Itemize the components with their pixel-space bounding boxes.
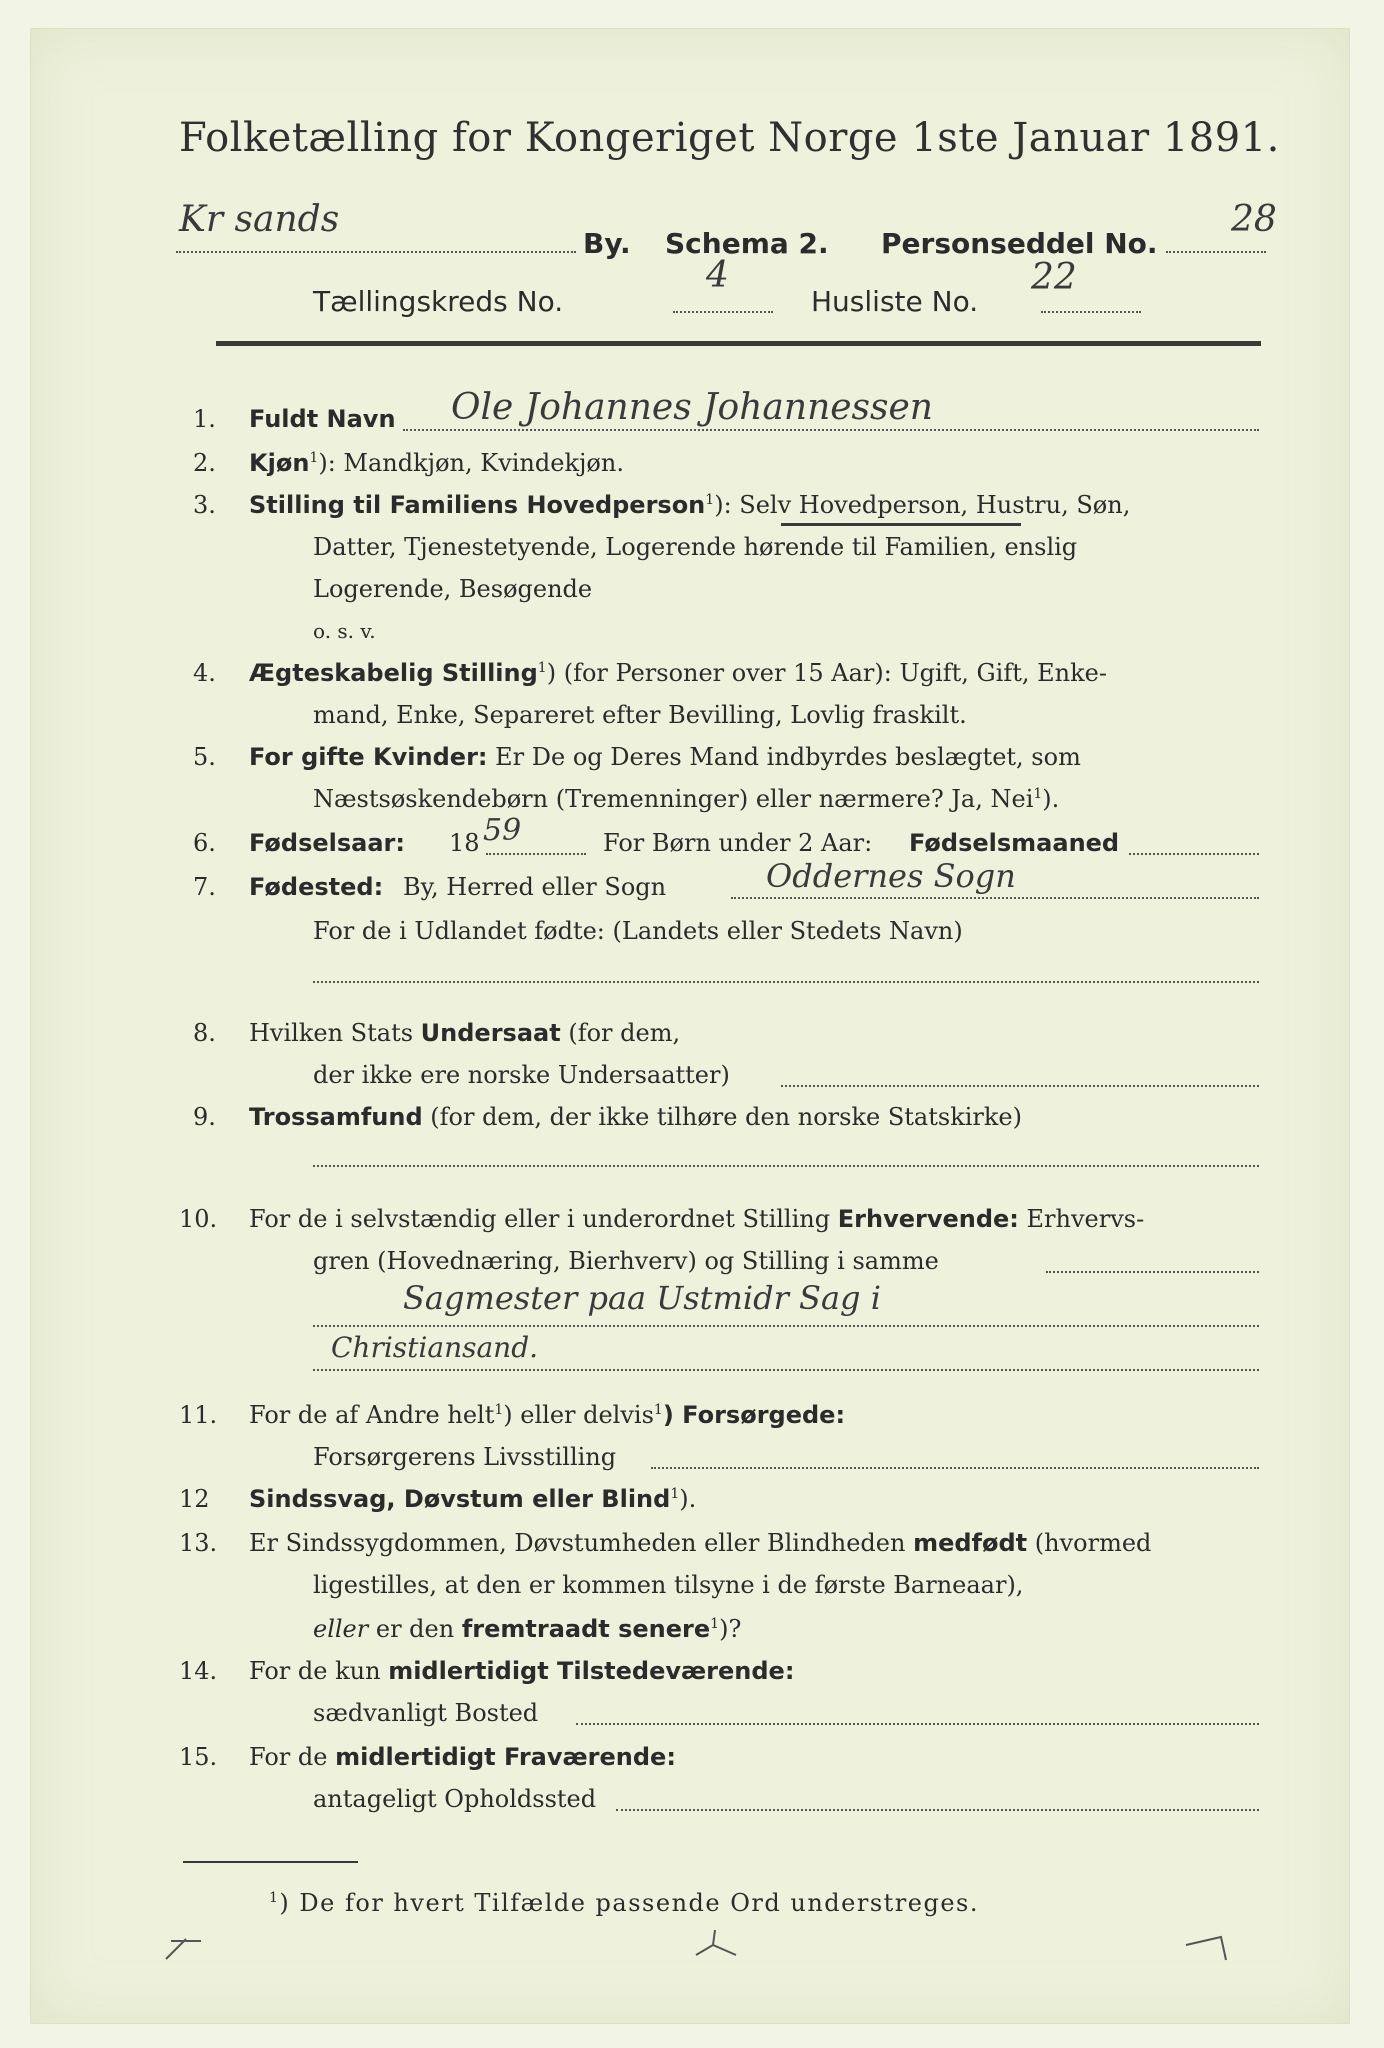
item-number: 9. [193, 1103, 216, 1131]
personseddel-value: 28 [1231, 199, 1277, 240]
birth-year-line [486, 853, 586, 855]
birth-month-line [1129, 853, 1259, 855]
family-position-line3: Logerende, Besøgende [313, 575, 593, 603]
supported-row: For de af Andre helt$^1$) eller delvis$^1$) Forsørgede: [249, 1401, 846, 1429]
personseddel-label: Personseddel No. [881, 227, 1158, 260]
birthplace-text: By, Herred eller Sogn [403, 873, 667, 901]
husliste-value: 22 [1031, 257, 1077, 298]
footnote-rule [183, 1861, 358, 1863]
form-title: Folketælling for Kongeriget Norge 1ste Januar 1891. [179, 115, 1280, 161]
underline-mark [781, 523, 1021, 526]
item-number: 8. [193, 1019, 216, 1047]
footnote: $^1$) De for hvert Tilfælde passende Ord understreges. [269, 1889, 979, 1917]
birth-month-label: Fødselsmaaned [909, 829, 1120, 857]
occupation-value1: Sagmester paa Ustmidr Sag i [403, 1279, 881, 1317]
item-number: 15. [179, 1743, 218, 1771]
occupation-line4 [313, 1369, 1259, 1371]
corner-mark-icon [1181, 1925, 1231, 1965]
marital-status-row: Ægteskabelig Stilling$^1$) (for Personer over 15 Aar): Ugift, Gift, Enke- [249, 659, 1107, 687]
temporary-absent-line2: antageligt Opholdssted [313, 1785, 597, 1813]
birth-year-prefix: 18 [449, 829, 480, 857]
birthplace-foreign: For de i Udlandet fødte: (Landets eller Stedets Navn) [313, 917, 963, 945]
birth-year-value: 59 [483, 813, 522, 848]
corner-mark-icon [161, 1929, 211, 1969]
birth-month-text: For Børn under 2 Aar: [603, 829, 873, 857]
kreds-label: Tællingskreds No. [313, 285, 564, 318]
supported-line [651, 1467, 1259, 1469]
birthplace-line [731, 897, 1259, 899]
temporary-present-row: For de kun midlertidigt Tilstedeværende: [249, 1657, 795, 1685]
sex-row: Kjøn$^1$): Mandkjøn, Kvindekjøn. [249, 449, 624, 477]
item-number: 12 [179, 1485, 210, 1513]
congenital-line3: eller er den fremtraadt senere$^1$)? [313, 1615, 742, 1643]
disability-row: Sindssvag, Døvstum eller Blind$^1$). [249, 1485, 697, 1513]
city-dotted-line [176, 251, 576, 253]
married-women-line2: Næstsøskendebørn (Tremenninger) eller nærmere? Ja, Nei$^1$). [313, 785, 1060, 813]
family-position-row: Stilling til Familiens Hovedperson$^1$): Selv Hovedperson, Hustru, Søn, [249, 491, 1131, 519]
item-number: 13. [179, 1529, 218, 1557]
temporary-absent-row: For de midlertidigt Fraværende: [249, 1743, 676, 1771]
congenital-row: Er Sindssygdommen, Døvstumheden eller Blindheden medfødt (hvormed [249, 1529, 1152, 1557]
item-number: 2. [193, 449, 216, 477]
item-number: 7. [193, 873, 216, 901]
schema-label: Schema 2. [665, 227, 829, 260]
congenital-line2: ligestilles, at den er kommen tilsyne i de første Barneaar), [313, 1571, 1024, 1599]
kreds-value: 4 [706, 255, 729, 296]
citizenship-row: Hvilken Stats Undersaat (for dem, [249, 1019, 681, 1047]
temporary-present-line2: sædvanligt Bosted [313, 1699, 539, 1727]
temporary-absent-line [616, 1809, 1259, 1811]
kreds-dotted-line [673, 311, 773, 313]
center-mark-icon [691, 1925, 741, 1965]
item-number: 5. [193, 743, 216, 771]
item-number: 3. [193, 491, 216, 519]
religion-row: Trossamfund (for dem, der ikke tilhøre den norske Statskirke) [249, 1103, 1022, 1131]
citizenship-line [781, 1085, 1259, 1087]
header-rule [216, 341, 1261, 346]
occupation-row: For de i selvstændig eller i underordnet Stilling Erhvervende: Erhvervs- [249, 1205, 1145, 1233]
occupation-line3 [313, 1325, 1259, 1327]
occupation-line2: gren (Hovednæring, Bierhverv) og Stilling i samme [313, 1247, 939, 1275]
census-form [30, 28, 1350, 2024]
religion-line [313, 1165, 1259, 1167]
family-position-line4: o. s. v. [313, 619, 376, 643]
birthplace-label: Fødested: [249, 873, 384, 901]
temporary-present-line [576, 1723, 1259, 1725]
family-position-line2: Datter, Tjenestetyende, Logerende hørende til Familien, enslig [313, 533, 1078, 561]
husliste-label: Husliste No. [811, 285, 979, 318]
foreign-line [313, 981, 1259, 983]
occupation-line2-dots [1046, 1271, 1259, 1273]
full-name-value: Ole Johannes Johannessen [451, 387, 933, 428]
full-name-line [403, 429, 1259, 431]
supported-line2: Forsørgerens Livsstilling [313, 1443, 617, 1471]
item-number: 4. [193, 659, 216, 687]
item-number: 6. [193, 829, 216, 857]
full-name-label: Fuldt Navn [249, 405, 396, 433]
by-label: By. [583, 227, 631, 260]
married-women-row: For gifte Kvinder: Er De og Deres Mand indbyrdes beslægtet, som [249, 743, 1081, 771]
city-handwritten: Kr sands [179, 199, 340, 240]
birthplace-value: Oddernes Sogn [766, 857, 1016, 895]
birth-year-label: Fødselsaar: [249, 829, 405, 857]
husliste-dotted-line [1041, 311, 1141, 313]
marital-status-line2: mand, Enke, Separeret efter Bevilling, Lovlig fraskilt. [313, 701, 967, 729]
personseddel-dotted-line [1166, 251, 1266, 253]
occupation-value2: Christiansand. [331, 1331, 539, 1364]
item-number: 14. [179, 1657, 218, 1685]
item-number: 10. [179, 1205, 218, 1233]
citizenship-line2: der ikke ere norske Undersaatter) [313, 1061, 730, 1089]
item-number: 1. [193, 405, 216, 433]
item-number: 11. [179, 1401, 218, 1429]
